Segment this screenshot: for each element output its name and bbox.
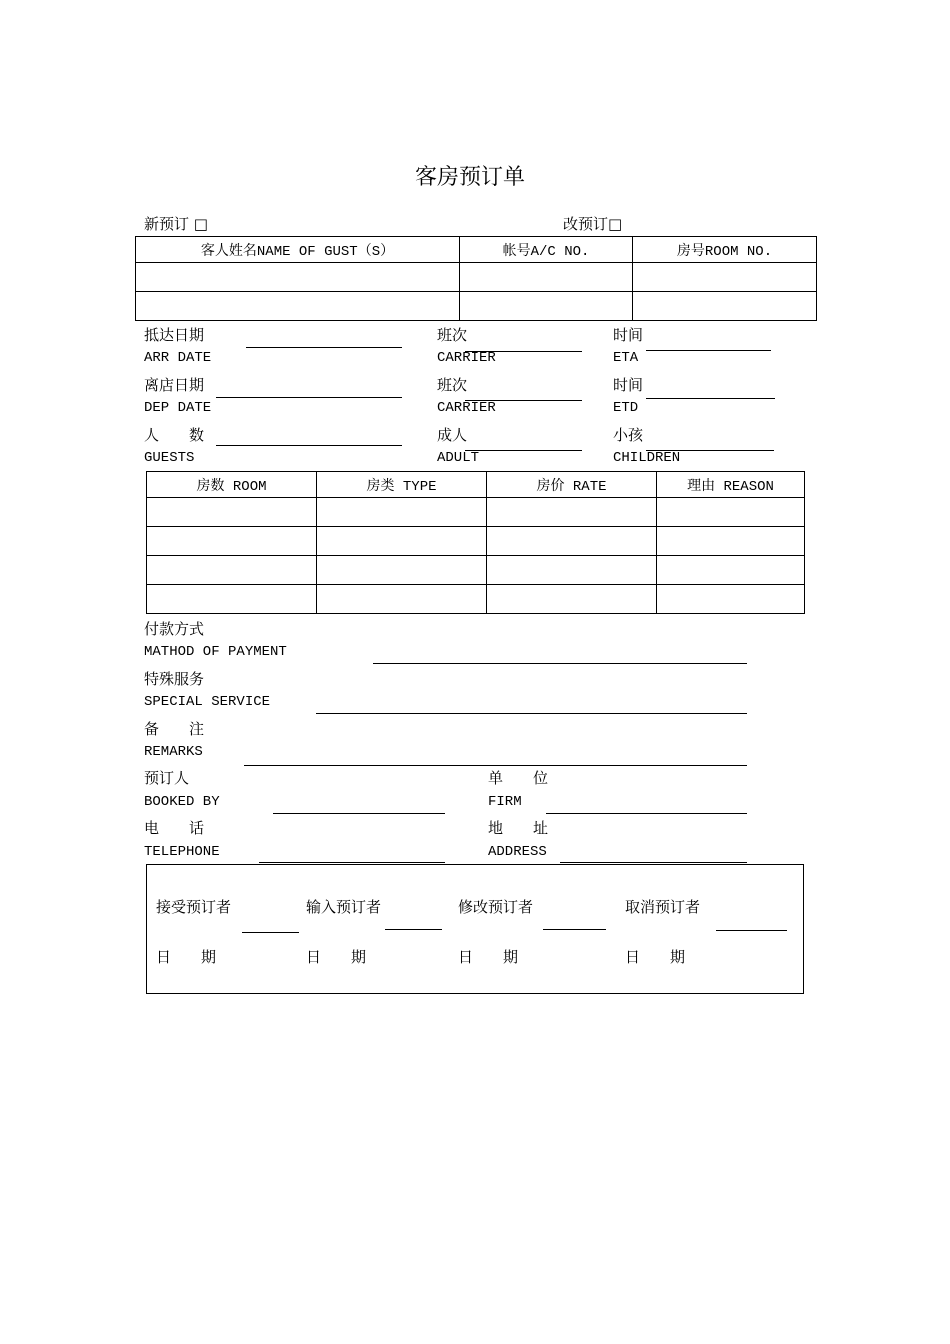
- eta-field[interactable]: [646, 350, 771, 351]
- canceller-label: 取消预订者: [625, 898, 701, 916]
- children-label-en: CHILDREN: [613, 450, 681, 466]
- header-account-no: 帐号A/C NO.: [460, 237, 633, 263]
- children-label-cn: 小孩: [613, 426, 644, 444]
- etd-label-cn: 时间: [613, 376, 644, 394]
- room-type-cell[interactable]: [317, 585, 487, 614]
- departure-carrier-field[interactable]: [465, 400, 582, 401]
- receiver-date-label: 日 期: [156, 948, 217, 966]
- room-rate-cell[interactable]: [487, 498, 657, 527]
- reason-cell[interactable]: [657, 585, 805, 614]
- room-no-cell[interactable]: [633, 292, 817, 321]
- account-no-cell[interactable]: [460, 263, 633, 292]
- modifier-field[interactable]: [543, 929, 606, 930]
- address-field[interactable]: [560, 862, 747, 863]
- header-room-rate: 房价 RATE: [487, 472, 657, 498]
- arrival-date-label-cn: 抵达日期: [144, 326, 205, 344]
- room-count-cell[interactable]: [147, 527, 317, 556]
- room-rate-cell[interactable]: [487, 527, 657, 556]
- remarks-label-en: REMARKS: [144, 744, 203, 760]
- children-field[interactable]: [646, 450, 774, 451]
- firm-label-cn: 单 位: [488, 769, 549, 787]
- adult-label-cn: 成人: [437, 426, 468, 444]
- special-service-field[interactable]: [316, 713, 747, 714]
- arrival-date-field[interactable]: [246, 347, 402, 348]
- room-table: [146, 471, 805, 614]
- staff-signature-box: [146, 864, 804, 994]
- room-rate-cell[interactable]: [487, 556, 657, 585]
- header-room-count: 房数 ROOM: [147, 472, 317, 498]
- table-row: [136, 263, 817, 292]
- departure-date-label-cn: 离店日期: [144, 376, 205, 394]
- header-room-type: 房类 TYPE: [317, 472, 487, 498]
- header-guest-name: 客人姓名NAME OF GUST（S）: [136, 237, 460, 263]
- page-title: 客房预订单: [415, 165, 526, 190]
- eta-label-cn: 时间: [613, 326, 644, 344]
- remarks-field[interactable]: [244, 765, 747, 766]
- departure-date-field[interactable]: [216, 397, 402, 398]
- departure-date-label-en: DEP DATE: [144, 400, 212, 416]
- special-service-label-en: SPECIAL SERVICE: [144, 694, 271, 710]
- room-count-cell[interactable]: [147, 498, 317, 527]
- etd-label-en: ETD: [613, 400, 639, 416]
- room-type-cell[interactable]: [317, 527, 487, 556]
- inputter-date-label: 日 期: [306, 948, 367, 966]
- firm-field[interactable]: [546, 813, 747, 814]
- carrier-label-en: CARRIER: [437, 400, 496, 416]
- eta-label-en: ETA: [613, 350, 639, 366]
- address-label-en: ADDRESS: [488, 844, 547, 860]
- room-rate-cell[interactable]: [487, 585, 657, 614]
- telephone-label-en: TELEPHONE: [144, 844, 220, 860]
- canceller-field[interactable]: [716, 930, 787, 931]
- telephone-field[interactable]: [259, 862, 445, 863]
- room-count-cell[interactable]: [147, 585, 317, 614]
- special-service-label-cn: 特殊服务: [144, 670, 205, 688]
- guest-name-cell[interactable]: [136, 263, 460, 292]
- canceller-date-label: 日 期: [625, 948, 686, 966]
- etd-field[interactable]: [646, 398, 775, 399]
- arrival-carrier-field[interactable]: [465, 351, 582, 352]
- adult-field[interactable]: [465, 450, 582, 451]
- address-label-cn: 地 址: [488, 819, 549, 837]
- booked-by-label-cn: 预订人: [144, 769, 190, 787]
- guest-table-header: [136, 237, 817, 263]
- room-no-cell[interactable]: [633, 263, 817, 292]
- receiver-label: 接受预订者: [156, 898, 232, 916]
- arrival-date-label-en: ARR DATE: [144, 350, 212, 366]
- account-no-cell[interactable]: [460, 292, 633, 321]
- table-row: [147, 498, 805, 527]
- receiver-field[interactable]: [242, 932, 299, 933]
- payment-field[interactable]: [373, 663, 747, 664]
- booked-by-label-en: BOOKED BY: [144, 794, 220, 810]
- carrier-label-en: CARRIER: [437, 350, 496, 366]
- room-type-cell[interactable]: [317, 556, 487, 585]
- carrier-label-cn: 班次: [437, 326, 468, 344]
- carrier-label-cn: 班次: [437, 376, 468, 394]
- header-room-no: 房号ROOM NO.: [633, 237, 817, 263]
- room-table-header: [147, 472, 805, 498]
- inputter-field[interactable]: [385, 929, 442, 930]
- firm-label-en: FIRM: [488, 794, 522, 810]
- payment-label-cn: 付款方式: [144, 620, 205, 638]
- room-count-cell[interactable]: [147, 556, 317, 585]
- booked-by-field[interactable]: [273, 813, 445, 814]
- modifier-label: 修改预订者: [458, 898, 534, 916]
- guests-field[interactable]: [216, 445, 402, 446]
- reason-cell[interactable]: [657, 556, 805, 585]
- guests-label-en: GUESTS: [144, 450, 195, 466]
- modifier-date-label: 日 期: [458, 948, 519, 966]
- table-row: [136, 292, 817, 321]
- adult-label-en: ADULT: [437, 450, 480, 466]
- table-row: [147, 527, 805, 556]
- reason-cell[interactable]: [657, 498, 805, 527]
- table-row: [147, 585, 805, 614]
- inputter-label: 输入预订者: [306, 898, 382, 916]
- remarks-label-cn: 备 注: [144, 720, 205, 738]
- change-booking-checkbox-label[interactable]: 改预订□: [563, 215, 623, 233]
- header-reason: 理由 REASON: [657, 472, 805, 498]
- new-booking-checkbox-label[interactable]: 新预订 □: [144, 215, 208, 233]
- payment-label-en: MATHOD OF PAYMENT: [144, 644, 287, 660]
- guest-table: [135, 236, 817, 321]
- reason-cell[interactable]: [657, 527, 805, 556]
- guests-label-cn: 人 数: [144, 426, 205, 444]
- room-type-cell[interactable]: [317, 498, 487, 527]
- table-row: [147, 556, 805, 585]
- guest-name-cell[interactable]: [136, 292, 460, 321]
- telephone-label-cn: 电 话: [144, 819, 205, 837]
